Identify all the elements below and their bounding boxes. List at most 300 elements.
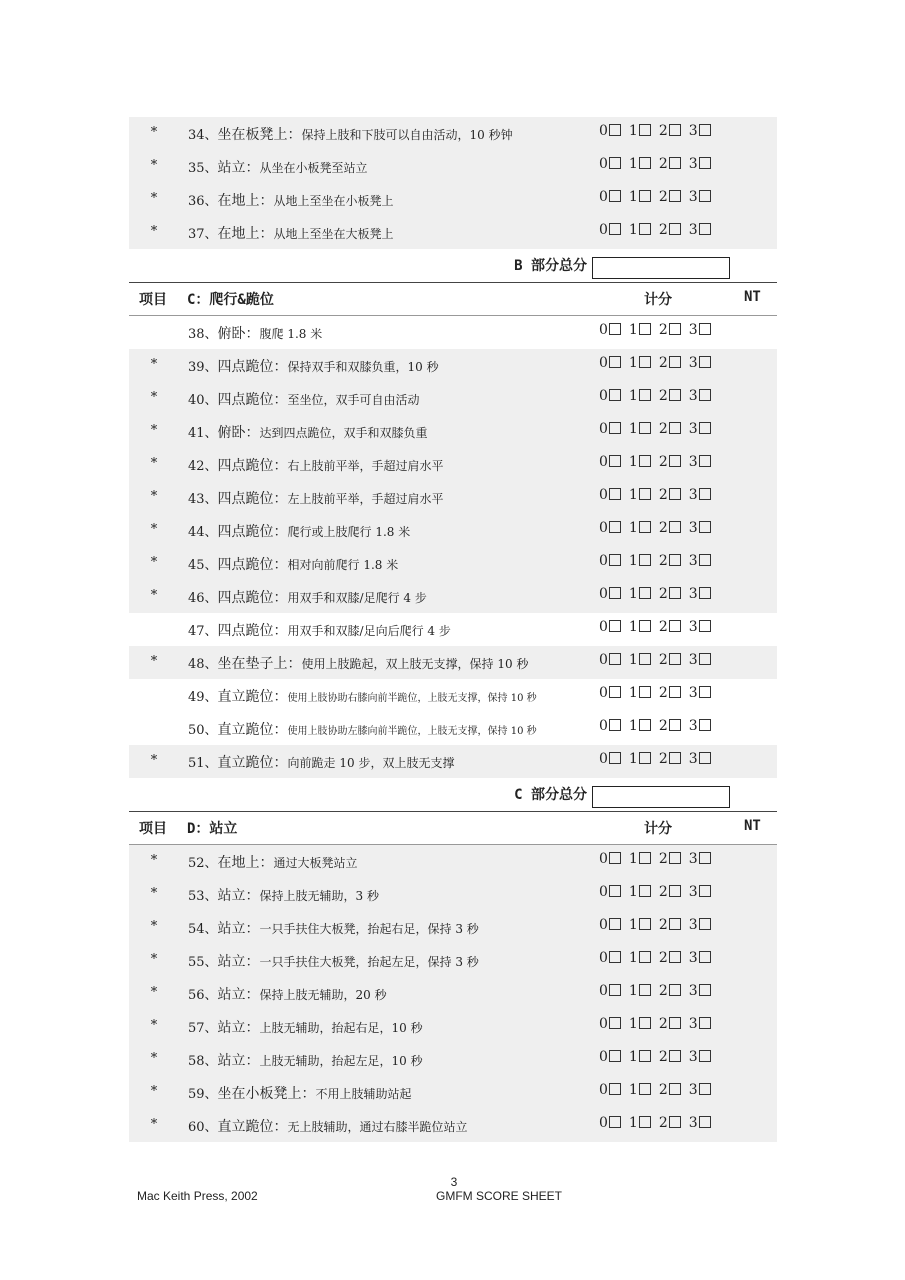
score-checkbox[interactable]: [669, 752, 681, 764]
score-option[interactable]: [599, 322, 625, 338]
item-text: [188, 554, 398, 574]
score-checkbox[interactable]: [639, 852, 651, 864]
score-checkbox[interactable]: [669, 1017, 681, 1029]
score-checkbox[interactable]: [699, 223, 711, 235]
score-options: [599, 1082, 719, 1098]
score-checkbox[interactable]: [639, 752, 651, 764]
score-checkbox[interactable]: [609, 124, 621, 136]
score-option[interactable]: [629, 619, 655, 635]
score-option[interactable]: [689, 388, 715, 404]
score-checkbox[interactable]: [699, 190, 711, 202]
score-checkbox[interactable]: [639, 554, 651, 566]
score-label: 0: [599, 1115, 608, 1131]
score-checkbox[interactable]: [639, 653, 651, 665]
score-checkbox[interactable]: [639, 885, 651, 897]
score-option[interactable]: [659, 751, 685, 767]
score-option[interactable]: [659, 619, 685, 635]
score-option[interactable]: [689, 619, 715, 635]
score-option[interactable]: [659, 1016, 685, 1032]
score-option[interactable]: [599, 983, 625, 999]
score-option[interactable]: [689, 751, 715, 767]
score-label: 2: [658, 950, 668, 966]
score-label: 0: [599, 983, 608, 999]
score-option[interactable]: [659, 1082, 685, 1098]
score-checkbox[interactable]: [669, 323, 681, 335]
section-d-rows: [129, 845, 777, 1142]
score-option[interactable]: [599, 156, 625, 172]
score-option[interactable]: [629, 751, 655, 767]
score-checkbox[interactable]: [669, 124, 681, 136]
score-label: 0: [599, 553, 608, 569]
score-option[interactable]: [689, 1016, 715, 1032]
score-label: 2: [658, 355, 668, 371]
score-option[interactable]: [689, 123, 715, 139]
score-checkbox[interactable]: [639, 918, 651, 930]
score-option[interactable]: [659, 355, 685, 371]
score-checkbox[interactable]: [699, 686, 711, 698]
score-checkbox[interactable]: [609, 323, 621, 335]
score-options: [599, 156, 719, 172]
score-label: 3: [688, 454, 698, 470]
section-b-total-field[interactable]: [592, 257, 730, 279]
score-option[interactable]: [659, 520, 685, 536]
score-option[interactable]: [599, 718, 625, 734]
score-options: [599, 652, 719, 668]
score-option[interactable]: [629, 586, 655, 602]
score-option[interactable]: [599, 520, 625, 536]
score-option[interactable]: [629, 851, 655, 867]
score-option[interactable]: [689, 718, 715, 734]
score-option[interactable]: [659, 851, 685, 867]
score-checkbox[interactable]: [669, 157, 681, 169]
score-checkbox[interactable]: [669, 686, 681, 698]
score-option[interactable]: [659, 123, 685, 139]
score-checkbox[interactable]: [699, 1017, 711, 1029]
score-checkbox[interactable]: [609, 1083, 621, 1095]
score-checkbox[interactable]: [609, 455, 621, 467]
score-option[interactable]: [689, 917, 715, 933]
score-option[interactable]: [599, 884, 625, 900]
item-number: 55、: [188, 955, 218, 970]
score-checkbox[interactable]: [699, 488, 711, 500]
score-checkbox[interactable]: [639, 719, 651, 731]
score-label: 3: [688, 950, 698, 966]
score-label: 1: [628, 751, 638, 767]
score-checkbox[interactable]: [609, 719, 621, 731]
item-position: 四点跪位：: [217, 458, 288, 474]
score-label: 3: [688, 751, 698, 767]
score-checkbox[interactable]: [639, 488, 651, 500]
score-checkbox[interactable]: [669, 918, 681, 930]
score-option[interactable]: [689, 685, 715, 701]
score-label: 3: [688, 685, 698, 701]
score-checkbox[interactable]: [669, 852, 681, 864]
score-checkbox[interactable]: [669, 554, 681, 566]
score-checkbox[interactable]: [609, 356, 621, 368]
score-label: 2: [658, 189, 668, 205]
score-checkbox[interactable]: [699, 422, 711, 434]
score-checkbox[interactable]: [699, 323, 711, 335]
score-option[interactable]: [689, 1049, 715, 1065]
score-checkbox[interactable]: [699, 455, 711, 467]
score-checkbox[interactable]: [609, 620, 621, 632]
score-option[interactable]: [599, 652, 625, 668]
score-option[interactable]: [659, 884, 685, 900]
item-description: 无上肢辅助，通过右膝半跪位站立: [287, 1120, 468, 1134]
score-option[interactable]: [659, 685, 685, 701]
score-option[interactable]: [599, 388, 625, 404]
score-checkbox[interactable]: [669, 653, 681, 665]
item-text: [188, 951, 479, 971]
item-text: [188, 488, 444, 508]
score-checkbox[interactable]: [609, 157, 621, 169]
score-option[interactable]: [599, 619, 625, 635]
score-checkbox[interactable]: [669, 1050, 681, 1062]
score-checkbox[interactable]: [609, 885, 621, 897]
item-description: 保持双手和双膝负重，10 秒: [287, 360, 439, 374]
score-label: 1: [628, 454, 638, 470]
score-checkbox[interactable]: [609, 1116, 621, 1128]
score-option[interactable]: [629, 454, 655, 470]
score-checkbox[interactable]: [639, 1083, 651, 1095]
score-option[interactable]: [599, 1016, 625, 1032]
score-checkbox[interactable]: [639, 984, 651, 996]
score-option[interactable]: [629, 1082, 655, 1098]
score-label: 0: [599, 718, 608, 734]
score-option[interactable]: [659, 652, 685, 668]
score-label: 2: [658, 586, 668, 602]
score-option[interactable]: [689, 884, 715, 900]
score-checkbox[interactable]: [609, 852, 621, 864]
score-checkbox[interactable]: [699, 124, 711, 136]
score-options: [599, 851, 719, 867]
score-option[interactable]: [689, 520, 715, 536]
score-checkbox[interactable]: [669, 984, 681, 996]
score-option[interactable]: [659, 454, 685, 470]
score-option[interactable]: [599, 222, 625, 238]
score-option[interactable]: [689, 322, 715, 338]
score-checkbox[interactable]: [669, 455, 681, 467]
item-position: 直立跪位：: [217, 689, 288, 705]
score-checkbox[interactable]: [639, 356, 651, 368]
score-option[interactable]: [659, 421, 685, 437]
score-option[interactable]: [599, 487, 625, 503]
score-option[interactable]: [659, 322, 685, 338]
score-option[interactable]: [629, 917, 655, 933]
item-number: 49、: [188, 690, 218, 705]
item-description: 用双手和双膝/足向后爬行 4 步: [287, 624, 451, 638]
score-option[interactable]: [599, 421, 625, 437]
score-option[interactable]: [689, 222, 715, 238]
score-label: 3: [688, 355, 698, 371]
score-option[interactable]: [599, 123, 625, 139]
score-checkbox[interactable]: [639, 1116, 651, 1128]
score-option[interactable]: [599, 917, 625, 933]
score-checkbox[interactable]: [609, 521, 621, 533]
score-checkbox[interactable]: [699, 356, 711, 368]
score-option[interactable]: [599, 454, 625, 470]
item-description: 腹爬 1.8 米: [259, 327, 323, 341]
score-checkbox[interactable]: [609, 653, 621, 665]
item-row: [129, 117, 777, 150]
score-checkbox[interactable]: [609, 190, 621, 202]
score-option[interactable]: [629, 718, 655, 734]
score-checkbox[interactable]: [639, 1050, 651, 1062]
section-b-total-label: B 部分总分: [514, 258, 587, 274]
item-position: 站立：: [217, 888, 260, 904]
score-options: [599, 123, 719, 139]
score-label: 2: [658, 553, 668, 569]
score-options: [599, 1115, 719, 1131]
score-checkbox[interactable]: [699, 653, 711, 665]
score-options: [599, 520, 719, 536]
score-checkbox[interactable]: [669, 885, 681, 897]
score-option[interactable]: [659, 189, 685, 205]
score-checkbox[interactable]: [669, 951, 681, 963]
score-checkbox[interactable]: [699, 918, 711, 930]
score-checkbox[interactable]: [639, 620, 651, 632]
item-text: [188, 422, 428, 442]
score-option[interactable]: [629, 1115, 655, 1131]
score-checkbox[interactable]: [609, 984, 621, 996]
score-label: 2: [658, 652, 668, 668]
score-checkbox[interactable]: [609, 1017, 621, 1029]
score-option[interactable]: [689, 553, 715, 569]
score-option[interactable]: [659, 156, 685, 172]
score-option[interactable]: [599, 586, 625, 602]
score-option[interactable]: [629, 388, 655, 404]
score-option[interactable]: [689, 851, 715, 867]
score-option[interactable]: [659, 718, 685, 734]
score-checkbox[interactable]: [699, 752, 711, 764]
score-checkbox[interactable]: [639, 587, 651, 599]
item-number: 36、: [188, 194, 218, 209]
score-checkbox[interactable]: [609, 918, 621, 930]
score-checkbox[interactable]: [699, 587, 711, 599]
score-option[interactable]: [659, 487, 685, 503]
score-option[interactable]: [659, 917, 685, 933]
score-option[interactable]: [689, 355, 715, 371]
score-checkbox[interactable]: [639, 951, 651, 963]
score-checkbox[interactable]: [699, 521, 711, 533]
score-checkbox[interactable]: [699, 984, 711, 996]
score-option[interactable]: [599, 950, 625, 966]
score-label: 0: [599, 652, 608, 668]
score-checkbox[interactable]: [669, 422, 681, 434]
score-options: [599, 388, 719, 404]
item-description: 保持上肢和下肢可以自由活动，10 秒钟: [301, 128, 513, 142]
score-checkbox[interactable]: [639, 422, 651, 434]
score-option[interactable]: [629, 553, 655, 569]
score-option[interactable]: [689, 652, 715, 668]
score-option[interactable]: [659, 1115, 685, 1131]
score-option[interactable]: [629, 884, 655, 900]
header-item: 项目: [139, 821, 167, 837]
score-option[interactable]: [629, 123, 655, 139]
score-option[interactable]: [599, 553, 625, 569]
score-checkbox[interactable]: [669, 356, 681, 368]
score-checkbox[interactable]: [699, 1083, 711, 1095]
score-option[interactable]: [689, 189, 715, 205]
score-checkbox[interactable]: [699, 1050, 711, 1062]
score-checkbox[interactable]: [639, 455, 651, 467]
score-option[interactable]: [689, 1082, 715, 1098]
score-option[interactable]: [629, 950, 655, 966]
score-option[interactable]: [689, 156, 715, 172]
item-position: 坐在小板凳上：: [217, 1086, 316, 1102]
score-option[interactable]: [659, 1049, 685, 1065]
score-option[interactable]: [599, 189, 625, 205]
item-text: [188, 356, 439, 376]
score-checkbox[interactable]: [609, 587, 621, 599]
item-description: 至坐位，双手可自由活动: [287, 393, 420, 407]
score-checkbox[interactable]: [609, 389, 621, 401]
score-option[interactable]: [689, 950, 715, 966]
score-label: 1: [628, 884, 638, 900]
item-description: 上肢无辅助，抬起右足，10 秒: [259, 1021, 423, 1035]
score-checkbox[interactable]: [609, 422, 621, 434]
score-option[interactable]: [689, 487, 715, 503]
item-number: 37、: [188, 227, 218, 242]
score-option[interactable]: [629, 487, 655, 503]
item-row: [129, 1109, 777, 1142]
item-row: [129, 216, 777, 249]
score-label: 2: [658, 751, 668, 767]
score-checkbox[interactable]: [669, 389, 681, 401]
score-option[interactable]: [659, 950, 685, 966]
item-number: 44、: [188, 525, 218, 540]
score-option[interactable]: [659, 553, 685, 569]
score-checkbox[interactable]: [669, 719, 681, 731]
score-option[interactable]: [629, 156, 655, 172]
score-checkbox[interactable]: [669, 488, 681, 500]
score-option[interactable]: [599, 1082, 625, 1098]
score-option[interactable]: [629, 652, 655, 668]
score-option[interactable]: [629, 520, 655, 536]
item-position: 四点跪位：: [217, 392, 288, 408]
score-checkbox[interactable]: [699, 852, 711, 864]
score-checkbox[interactable]: [699, 157, 711, 169]
score-checkbox[interactable]: [669, 190, 681, 202]
score-checkbox[interactable]: [669, 521, 681, 533]
item-position: 站立：: [217, 987, 260, 1003]
score-option[interactable]: [599, 751, 625, 767]
score-checkbox[interactable]: [699, 554, 711, 566]
score-label: 0: [599, 388, 608, 404]
score-checkbox[interactable]: [699, 719, 711, 731]
score-options: [599, 487, 719, 503]
item-row: [129, 745, 777, 778]
score-checkbox[interactable]: [669, 223, 681, 235]
score-option[interactable]: [599, 355, 625, 371]
score-checkbox[interactable]: [669, 620, 681, 632]
score-option[interactable]: [629, 189, 655, 205]
item-position: 站立：: [217, 921, 260, 937]
score-checkbox[interactable]: [639, 190, 651, 202]
score-checkbox[interactable]: [699, 885, 711, 897]
score-checkbox[interactable]: [639, 389, 651, 401]
item-position: 站立：: [217, 1020, 260, 1036]
score-checkbox[interactable]: [609, 554, 621, 566]
score-option[interactable]: [599, 1115, 625, 1131]
key-item-star: *: [150, 1084, 158, 1099]
score-checkbox[interactable]: [699, 620, 711, 632]
score-checkbox[interactable]: [639, 223, 651, 235]
score-label: 0: [599, 851, 608, 867]
item-number: 57、: [188, 1021, 218, 1036]
score-checkbox[interactable]: [639, 323, 651, 335]
score-label: 2: [658, 718, 668, 734]
score-option[interactable]: [689, 983, 715, 999]
score-checkbox[interactable]: [699, 389, 711, 401]
score-label: 1: [628, 950, 638, 966]
score-label: 2: [658, 520, 668, 536]
score-checkbox[interactable]: [609, 752, 621, 764]
score-checkbox[interactable]: [609, 223, 621, 235]
score-checkbox[interactable]: [609, 488, 621, 500]
score-option[interactable]: [629, 685, 655, 701]
item-number: 42、: [188, 459, 218, 474]
item-text: [188, 852, 358, 872]
score-checkbox[interactable]: [669, 1083, 681, 1095]
score-label: 3: [688, 421, 698, 437]
score-option[interactable]: [599, 851, 625, 867]
score-checkbox[interactable]: [609, 686, 621, 698]
score-option[interactable]: [629, 222, 655, 238]
score-checkbox[interactable]: [609, 1050, 621, 1062]
score-option[interactable]: [689, 421, 715, 437]
score-option[interactable]: [629, 1049, 655, 1065]
score-option[interactable]: [599, 1049, 625, 1065]
score-option[interactable]: [659, 388, 685, 404]
score-label: 0: [599, 322, 608, 338]
score-option[interactable]: [629, 322, 655, 338]
score-checkbox[interactable]: [639, 521, 651, 533]
score-option[interactable]: [689, 454, 715, 470]
score-checkbox[interactable]: [609, 951, 621, 963]
item-description: 使用上肢协助右膝向前半跪位，上肢无支撑，保持 10 秒: [287, 693, 537, 704]
score-option[interactable]: [629, 983, 655, 999]
score-checkbox[interactable]: [639, 1017, 651, 1029]
score-option[interactable]: [689, 1115, 715, 1131]
score-option[interactable]: [629, 421, 655, 437]
score-option[interactable]: [599, 685, 625, 701]
score-option[interactable]: [689, 586, 715, 602]
score-checkbox[interactable]: [639, 124, 651, 136]
section-c-header: [129, 282, 777, 316]
score-label: 3: [688, 1016, 698, 1032]
score-label: 1: [628, 156, 638, 172]
item-number: 39、: [188, 360, 218, 375]
score-option[interactable]: [629, 1016, 655, 1032]
item-text: [188, 587, 427, 607]
score-option[interactable]: [659, 222, 685, 238]
item-number: 58、: [188, 1054, 218, 1069]
score-checkbox[interactable]: [639, 686, 651, 698]
score-checkbox[interactable]: [669, 587, 681, 599]
score-checkbox[interactable]: [639, 157, 651, 169]
item-row: [129, 679, 777, 712]
score-option[interactable]: [659, 586, 685, 602]
score-option[interactable]: [659, 983, 685, 999]
item-position: 在地上：: [217, 193, 274, 209]
score-checkbox[interactable]: [699, 1116, 711, 1128]
item-text: [188, 455, 444, 475]
score-checkbox[interactable]: [669, 1116, 681, 1128]
score-option[interactable]: [629, 355, 655, 371]
section-c-total-field[interactable]: [592, 786, 730, 808]
score-checkbox[interactable]: [699, 951, 711, 963]
